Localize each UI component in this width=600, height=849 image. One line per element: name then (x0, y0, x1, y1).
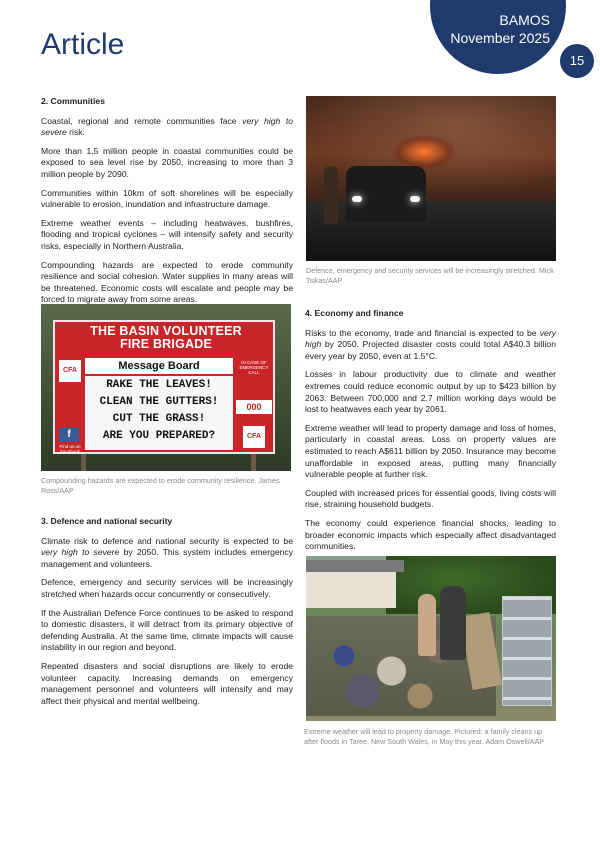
section-heading: 4. Economy and finance (305, 308, 404, 318)
image-caption: Extreme weather will lead to property damage. Pictured: a family cleans up after floods in Taree, New South Wales, in May this year. Adam Oswell/AAP (304, 727, 545, 746)
economy-section (305, 308, 556, 560)
bushfire-photo (306, 96, 556, 261)
paragraph: Coupled with increased prices for essential goods, living costs will rise, straining household budgets. (305, 487, 556, 510)
communities-section (41, 96, 293, 313)
section-heading: 2. Communities (41, 96, 105, 106)
image-caption: Defence, emergency and security services will be increasingly stretched. Mick Tsikas/AAP (306, 266, 554, 285)
publication-name: BAMOS (499, 12, 550, 28)
paragraph: Repeated disasters and social disruptions are likely to erode volunteer capacity. Increasing demands on emergency management personnel and volunteers will intensify and may affect their physical and mental wellbeing. (41, 660, 293, 706)
brand-label (430, 11, 550, 47)
paragraph: The economy could experience financial shocks, leading to broader economic impacts which especially affect disadvantaged communities. (305, 517, 556, 552)
issue-date: November 2025 (450, 30, 550, 46)
defence-section (41, 516, 293, 714)
brigade-sign-photo: THE BASIN VOLUNTEER FIRE BRIGADE CFA Message Board RAKE THE LEAVES! CLEAN THE GUTTERS! CUT THE GRASS! ARE YOU PREPARED? IN CASE OF EMERGENCY CALL 000 CFA f Find us on Facebook (41, 304, 291, 471)
paragraph: Extreme weather events – including heatwaves, bushfires, flooding and tropical cyclones – will intensify safety and security risks, especially in Northern Australia. (41, 217, 293, 251)
paragraph: More than 1.5 million people in coastal communities could be exposed to sea level rise by 2050, increasing to more than 3 million people by 2090. (41, 145, 293, 179)
paragraph: Risks to the economy, trade and financial is expected to be very high by 2050. Projected disaster costs could total A$40.3 billion every year by 2050, even at 1.5°C. (305, 327, 556, 361)
paragraph: Communities within 10km of soft shorelines will be especially vulnerable to erosion, inundation and infrastructure damage. (41, 187, 293, 210)
paragraph: Compounding hazards are expected to erode community resilience and social cohesion. Water supplies in many areas will be threatened. Economic costs will escalate and people may be forced to migrate away from some areas. (41, 259, 293, 305)
flood-cleanup-photo (306, 556, 556, 721)
page-title: Article (41, 28, 125, 61)
paragraph: Extreme weather will lead to property damage and loss of homes, particularly in coastal areas. Loss on property values are estimated to reach A$611 billion by 2050. Insurance may become unaffordable in exposed areas, putting many financially vulnerable people at further risk. (305, 422, 556, 480)
section-heading: 3. Defence and national security (41, 516, 173, 526)
paragraph: If the Australian Defence Force continues to be asked to respond to domestic disasters, it will detract from its primary objective of defending Australia. At the same time, climate impacts will cause instability in our region and beyond. (41, 607, 293, 653)
image-caption: Compounding hazards are expected to erode community resilience. James Ross/AAP (41, 476, 280, 495)
page-number: 15 (560, 44, 594, 78)
paragraph: Climate risk to defence and national security is expected to be very high to severe by 2050. This system includes emergency management and volunteers. (41, 535, 293, 569)
paragraph: Defence, emergency and security services will be increasingly stretched when hazards occur concurrently or consecutively. (41, 577, 293, 599)
paragraph: Coastal, regional and remote communities face very high to severe risk. (41, 115, 293, 138)
paragraph: Losses in labour productivity due to climate and weather extremes could reduce economic output by up to $423 billion by 2063. Between 700,000 and 2.7 million working days would be lost to heatwaves each year by 2061. (305, 369, 556, 415)
